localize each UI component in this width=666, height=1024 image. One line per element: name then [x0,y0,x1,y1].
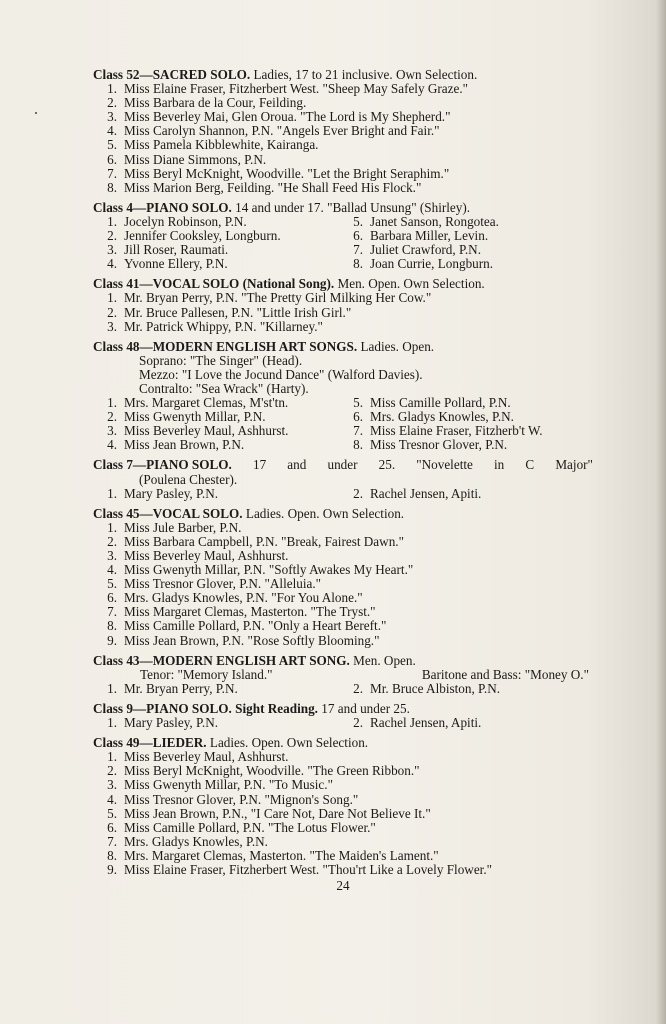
two-column-list [93,716,593,730]
entry: 1. Jocelyn Robinson, P.N. [107,213,247,229]
entry: 4. Miss Carolyn Shannon, P.N. "Angels Ever Bright and Fair." [107,123,440,139]
class-9-section [93,702,593,730]
two-column-list [93,682,593,696]
entry: 2. Rachel Jensen, Apiti. [353,485,482,501]
baritone-note: Baritone and Bass: "Money O." [421,666,589,682]
entry: 4. Miss Tresnor Glover, P.N. "Mignon's Song." [107,791,359,807]
class-45-section [93,507,593,648]
class-7-section [93,458,593,500]
entry: 1. Mary Pasley, P.N. [107,485,219,501]
entry: 6. Barbara Miller, Levin. [353,228,489,244]
entry: 9. Miss Jean Brown, P.N. "Rose Softly Blooming." [107,632,380,648]
two-column-list [93,487,593,501]
left-column [93,716,339,730]
entry: 4. Miss Jean Brown, P.N. [107,437,245,453]
entry: 3. Miss Beverley Maul, Ashhurst. [107,548,289,563]
entry: 2. Miss Gwenyth Millar, P.N. [107,409,266,425]
right-column [339,487,585,501]
entry: 8. Miss Camille Pollard, P.N. "Only a Heart Bereft." [107,618,387,634]
entry: 2. Mr. Bruce Albiston, P.N. [353,680,501,696]
voice-note: Contralto: "Sea Wrack" (Harty). [139,380,309,396]
right-column [339,682,585,696]
right-column [339,396,585,452]
entry: 3. Miss Gwenyth Millar, P.N. "To Music." [107,777,333,793]
right-column [339,215,585,271]
entry: 2. Mr. Bruce Pallesen, P.N. "Little Irish Girl." [107,304,352,320]
page-binding-shadow [656,0,666,1024]
entry: 7. Juliet Crawford, P.N. [353,242,481,258]
entry: 2. Miss Barbara Campbell, P.N. "Break, Fairest Dawn." [107,533,404,549]
class-heading: Class 7—PIANO SOLO. 17 and under 25. "Novelette in C Major" [93,457,593,473]
entry: 1. Miss Jule Barber, P.N. [107,519,242,535]
class-heading: Class 4—PIANO SOLO. 14 and under 17. "Ballad Unsung" (Shirley). [93,199,471,215]
entry: 3. Jill Roser, Raumati. [107,242,229,258]
class-subheading: (Poulena Chester). [139,471,238,487]
entry: 7. Miss Margaret Clemas, Masterton. "The Tryst." [107,604,376,620]
tenor-note: Tenor: "Memory Island." [140,666,273,682]
voice-note: Mezzo: "I Love the Jocund Dance" (Walford Davies). [139,366,423,382]
left-column [93,487,339,501]
entry: 1. Miss Beverley Maul, Ashhurst. [107,749,289,765]
entry: 2. Miss Beryl McKnight, Woodville. "The Green Ribbon." [107,763,420,779]
entry: 8. Miss Tresnor Glover, P.N. [353,437,508,453]
class-43-section [93,654,593,696]
entry: 8. Joan Currie, Longburn. [353,256,494,272]
programme-content [93,68,593,893]
entry: 6. Mrs. Gladys Knowles, P.N. "For You Alone." [107,590,363,606]
entry: 5. Miss Camille Pollard, P.N. [353,395,511,411]
entry: 9. Miss Elaine Fraser, Fitzherbert West. "Thou'rt Like a Lovely Flower." [107,861,493,877]
entry: 7. Miss Beryl McKnight, Woodville. "Let the Bright Seraphim." [107,165,450,181]
entry: 7. Miss Elaine Fraser, Fitzherb't W. [353,423,543,439]
entry: 6. Mrs. Gladys Knowles, P.N. [353,409,514,425]
class-heading: Class 43—MODERN ENGLISH ART SONG. Men. Open. [93,652,416,668]
left-column [93,682,339,696]
speck-mark [35,112,37,114]
entry: 1. Mrs. Margaret Clemas, M'st'tn. [107,395,289,411]
class-52-section [93,68,593,195]
entry: 3. Miss Beverley Mai, Glen Oroua. "The Lord is My Shepherd." [107,109,451,125]
class-48-section [93,340,593,453]
entry: 5. Miss Jean Brown, P.N., "I Care Not, Dare Not Believe It." [107,805,431,821]
entry: 3. Miss Beverley Maul, Ashhurst. [107,423,289,439]
left-column [93,215,339,271]
entry: 1. Mr. Bryan Perry, P.N. "The Pretty Girl Milking Her Cow." [107,290,432,306]
entry: 1. Miss Elaine Fraser, Fitzherbert West. "Sheep May Safely Graze." [107,81,469,97]
class-heading: Class 45—VOCAL SOLO. Ladies. Open. Own Selection. [93,505,405,521]
class-49-section [93,736,593,877]
entry: 2. Rachel Jensen, Apiti. [353,715,482,731]
entry: 6. Miss Camille Pollard, P.N. "The Lotus Flower." [107,819,376,835]
page-number: 24 [336,878,350,894]
class-heading: Class 49—LIEDER. Ladies. Open. Own Selection. [93,735,369,751]
class-heading: Class 9—PIANO SOLO. Sight Reading. 17 and under 25. [93,700,410,716]
entry: 2. Miss Barbara de la Cour, Feilding. [107,95,307,111]
voice-note: Soprano: "The Singer" (Head). [139,352,303,368]
entry: 5. Miss Pamela Kibblewhite, Kairanga. [107,137,319,153]
class-41-section [93,277,593,333]
voice-parts [93,668,593,682]
right-column [339,716,585,730]
entry: 1. Mary Pasley, P.N. [107,715,219,731]
class-heading: Class 41—VOCAL SOLO (National Song). Men. Open. Own Selection. [93,276,485,292]
class-4-section [93,201,593,271]
class-heading: Class 52—SACRED SOLO. Ladies, 17 to 21 inclusive. Own Selection. [93,67,478,82]
entry: 7. Mrs. Gladys Knowles, P.N. [107,833,268,849]
entry: 2. Jennifer Cooksley, Longburn. [107,228,281,244]
entry: 4. Miss Gwenyth Millar, P.N. "Softly Awakes My Heart." [107,562,414,578]
entry: 8. Miss Marion Berg, Feilding. "He Shall Feed His Flock." [107,179,422,195]
entry: 8. Mrs. Margaret Clemas, Masterton. "The Maiden's Lament." [107,847,439,863]
entry: 4. Yvonne Ellery, P.N. [107,256,228,272]
two-column-list [93,396,593,452]
entry: 5. Janet Sanson, Rongotea. [353,213,499,229]
class-heading: Class 48—MODERN ENGLISH ART SONGS. Ladies. Open. [93,338,435,354]
entry: 6. Miss Diane Simmons, P.N. [107,151,267,167]
entry: 1. Mr. Bryan Perry, P.N. [107,680,238,696]
two-column-list [93,215,593,271]
entry: 5. Miss Tresnor Glover, P.N. "Alleluia." [107,576,322,592]
entry: 3. Mr. Patrick Whippy, P.N. "Killarney." [107,318,323,334]
left-column [93,396,339,452]
